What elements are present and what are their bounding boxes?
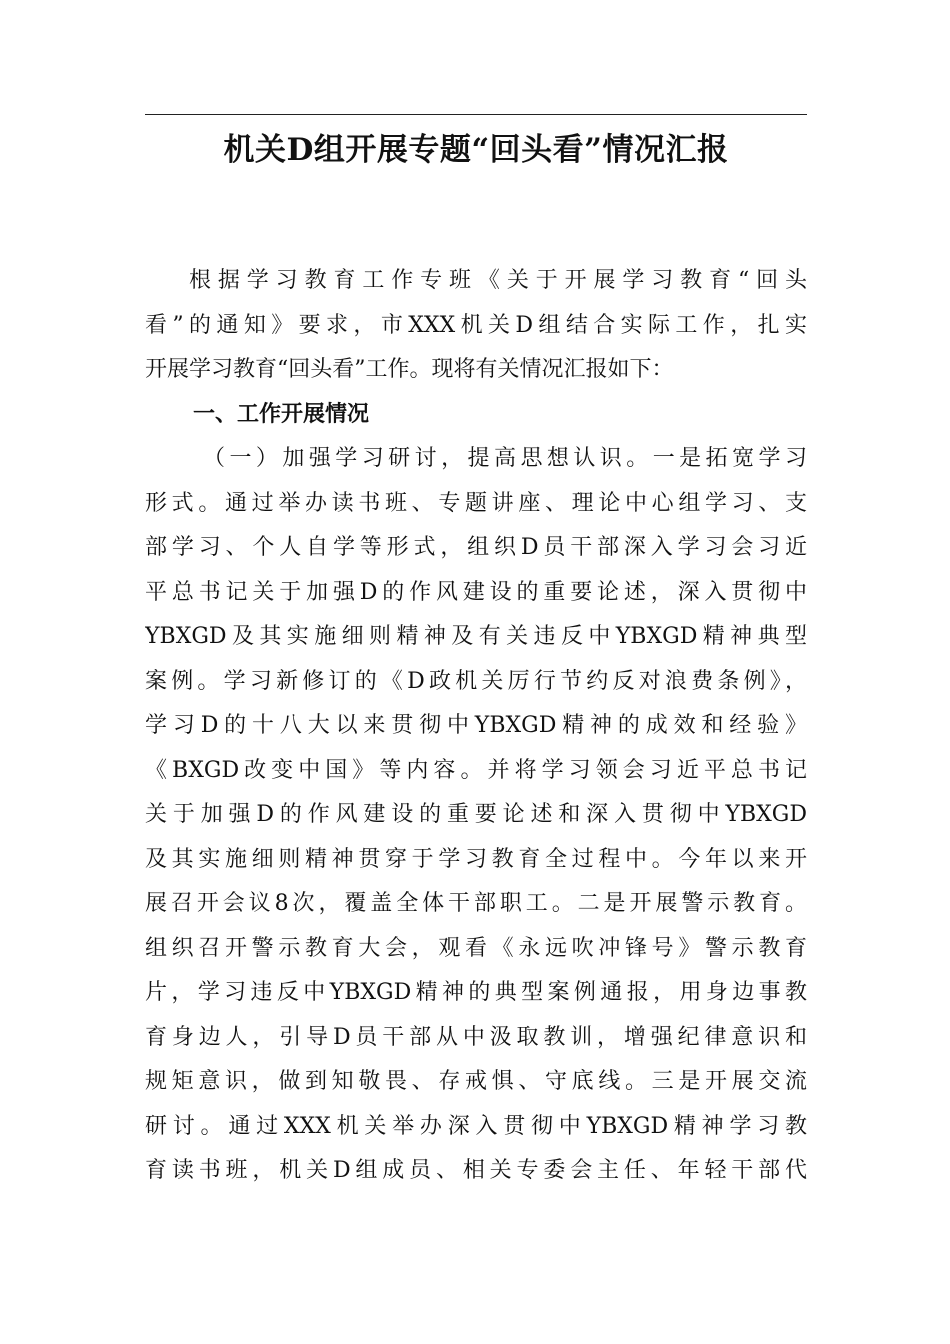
paragraph-line: 看”的通知》要求，市XXX机关D组结合实际工作，扎实 <box>145 312 807 338</box>
section-heading: 一、工作开展情况 <box>193 401 370 427</box>
header-rule <box>145 114 807 115</box>
paragraph-line: 及其实施细则精神贯穿于学习教育全过程中。今年以来开 <box>145 846 807 872</box>
paragraph-line: 根据学习教育工作专班《关于开展学习教育“回头 <box>189 268 807 293</box>
paragraph-line: YBXGD及其实施细则精神及有关违反中YBXGD精神典型 <box>145 624 807 649</box>
paragraph-line: 展召开会议8次，覆盖全体干部职工。二是开展警示教育。 <box>145 891 807 916</box>
paragraph-line: 学习D的十八大以来贯彻中YBXGD精神的成效和经验》 <box>145 713 807 738</box>
paragraph-line: 规矩意识，做到知敬畏、存戒惧、守底线。三是开展交流 <box>145 1069 807 1094</box>
paragraph-line: 案例。学习新修订的《D政机关厉行节约反对浪费条例》， <box>145 668 807 694</box>
paragraph-line: 育身边人，引导D员干部从中汲取教训，增强纪律意识和 <box>145 1024 807 1050</box>
document-body <box>145 259 807 1194</box>
paragraph-line: 形式。通过举办读书班、专题讲座、理论中心组学习、支 <box>145 490 807 516</box>
document-title: 机关D组开展专题“回头看”情况汇报 <box>223 132 729 168</box>
paragraph-line: 关于加强D的作风建设的重要论述和深入贯彻中YBXGD <box>145 802 807 827</box>
paragraph-line: 育读书班，机关D组成员、相关专委会主任、年轻干部代 <box>145 1158 807 1183</box>
paragraph-line: 片，学习违反中YBXGD精神的典型案例通报，用身边事教 <box>145 980 807 1005</box>
paragraph-line: 部学习、个人自学等形式，组织D员干部深入学习会习近 <box>145 535 807 560</box>
paragraph-line: （一）加强学习研讨，提高思想认识。一是拓宽学习 <box>203 446 807 471</box>
paragraph-line: 平总书记关于加强D的作风建设的重要论述，深入贯彻中 <box>145 579 807 605</box>
paragraph-line: 《BXGD改变中国》等内容。并将学习领会习近平总书记 <box>145 757 807 783</box>
paragraph-line: 研讨。通过XXX机关举办深入贯彻中YBXGD精神学习教 <box>145 1113 807 1139</box>
paragraph-line: 组织召开警示教育大会，观看《永远吹冲锋号》警示教育 <box>145 935 807 961</box>
paragraph-line: 开展学习教育“回头看”工作。现将有关情况汇报如下： <box>145 357 674 382</box>
